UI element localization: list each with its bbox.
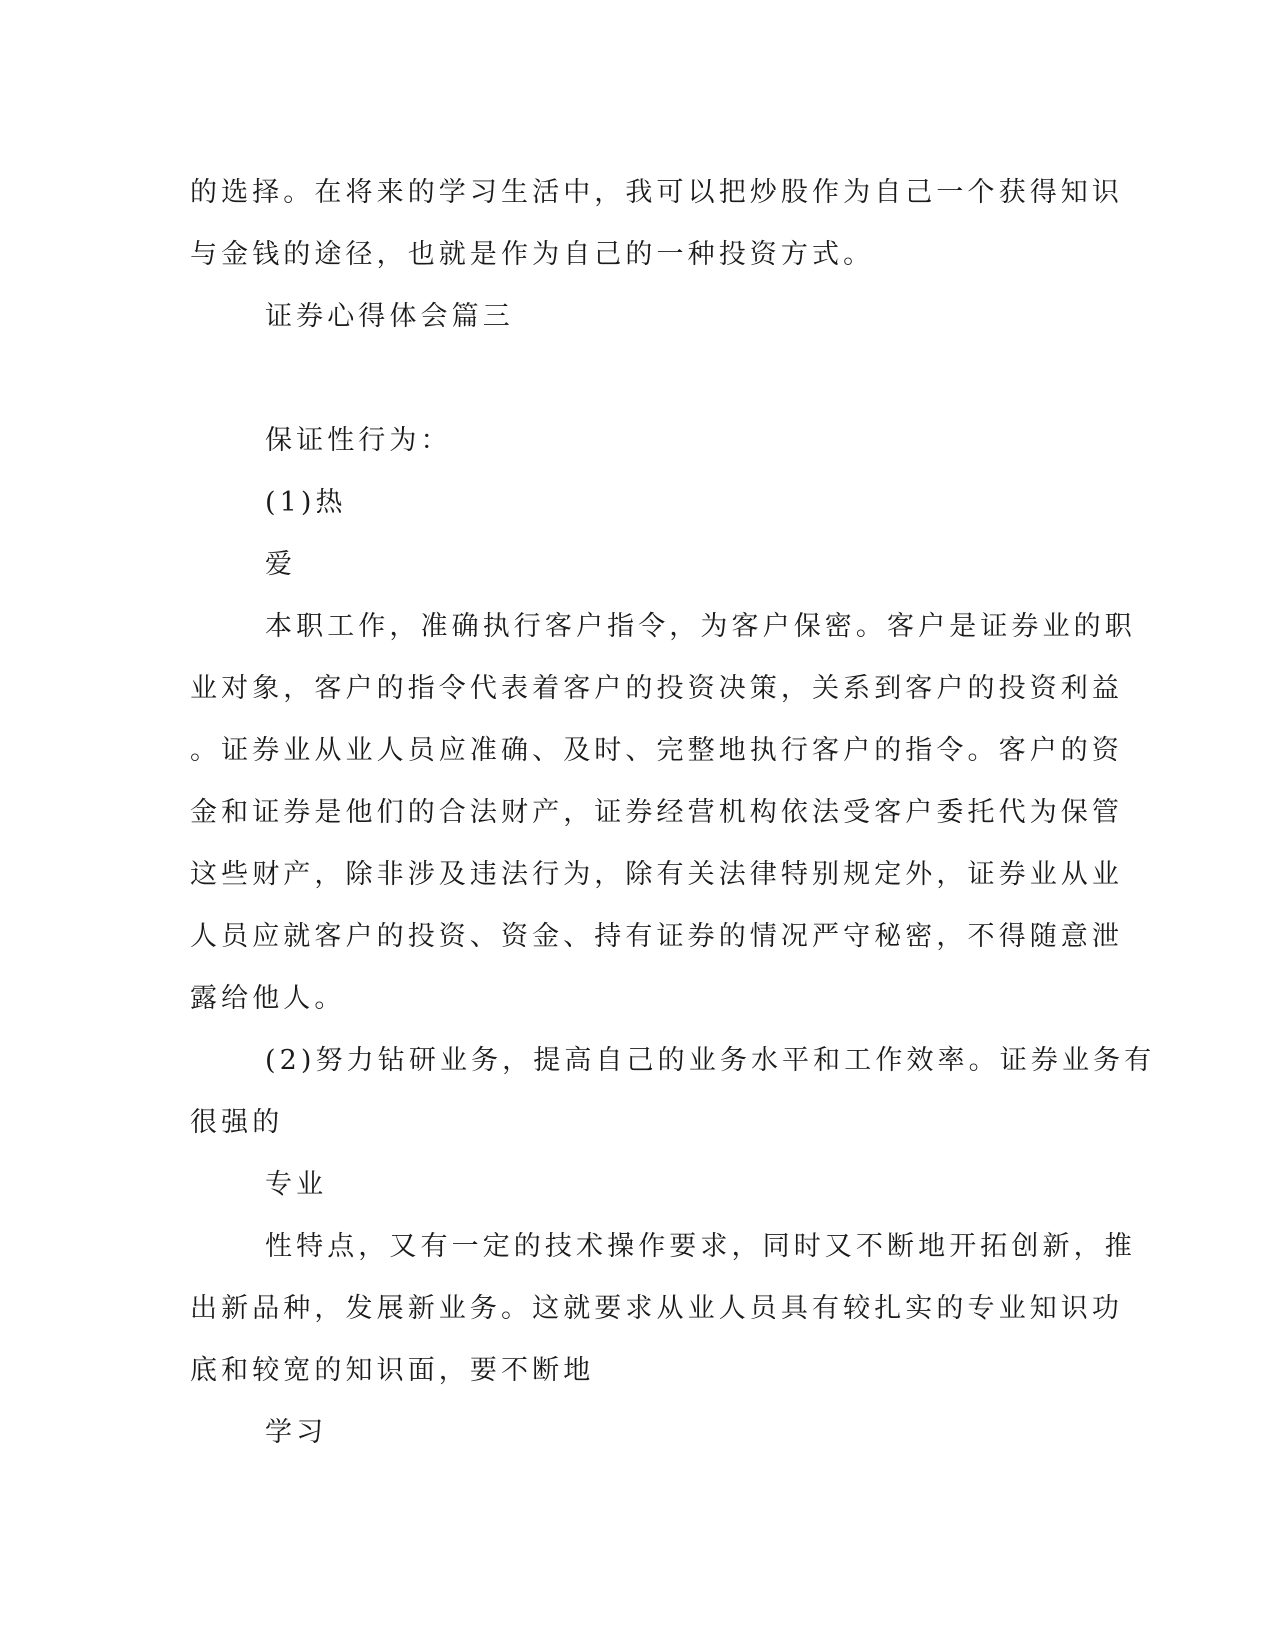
text-line: 出新品种，发展新业务。这就要求从业人员具有较扎实的专业知识功 — [190, 1293, 1123, 1324]
text-line: (2)努力钻研业务，提高自己的业务水平和工作效率。证券业务有 — [265, 1045, 1156, 1076]
text-line: 专业 — [265, 1169, 328, 1200]
text-line: 。证券业从业人员应准确、及时、完整地执行客户的指令。客户的资 — [190, 735, 1123, 766]
text-line: 性特点，又有一定的技术操作要求，同时又不断地开拓创新，推 — [265, 1231, 1136, 1262]
document-body — [190, 162, 1156, 1464]
text-line: 本职工作，准确执行客户指令，为客户保密。客户是证券业的职 — [265, 611, 1136, 642]
text-line: 的选择。在将来的学习生活中，我可以把炒股作为自己一个获得知识 — [190, 177, 1123, 208]
paragraph-heading: 保证性行为： — [265, 425, 452, 456]
text-line: 露给他人。 — [190, 983, 346, 1014]
text-line: 人员应就客户的投资、资金、持有证券的情况严守秘密，不得随意泄 — [190, 921, 1123, 952]
text-line: 很强的 — [190, 1107, 284, 1138]
text-line: (1)热 — [265, 487, 347, 518]
text-line: 底和较宽的知识面，要不断地 — [190, 1355, 595, 1386]
blank-line — [190, 348, 1080, 410]
text-line: 与金钱的途径，也就是作为自己的一种投资方式。 — [190, 239, 875, 270]
text-line: 业对象，客户的指令代表着客户的投资决策，关系到客户的投资利益 — [190, 673, 1123, 704]
section-heading: 证券心得体会篇三 — [265, 301, 514, 332]
text-line: 金和证券是他们的合法财产，证券经营机构依法受客户委托代为保管 — [190, 797, 1123, 828]
text-line: 这些财产，除非涉及违法行为，除有关法律特别规定外，证券业从业 — [190, 859, 1123, 890]
text-line: 学习 — [265, 1417, 328, 1448]
text-line: 爱 — [265, 549, 297, 580]
